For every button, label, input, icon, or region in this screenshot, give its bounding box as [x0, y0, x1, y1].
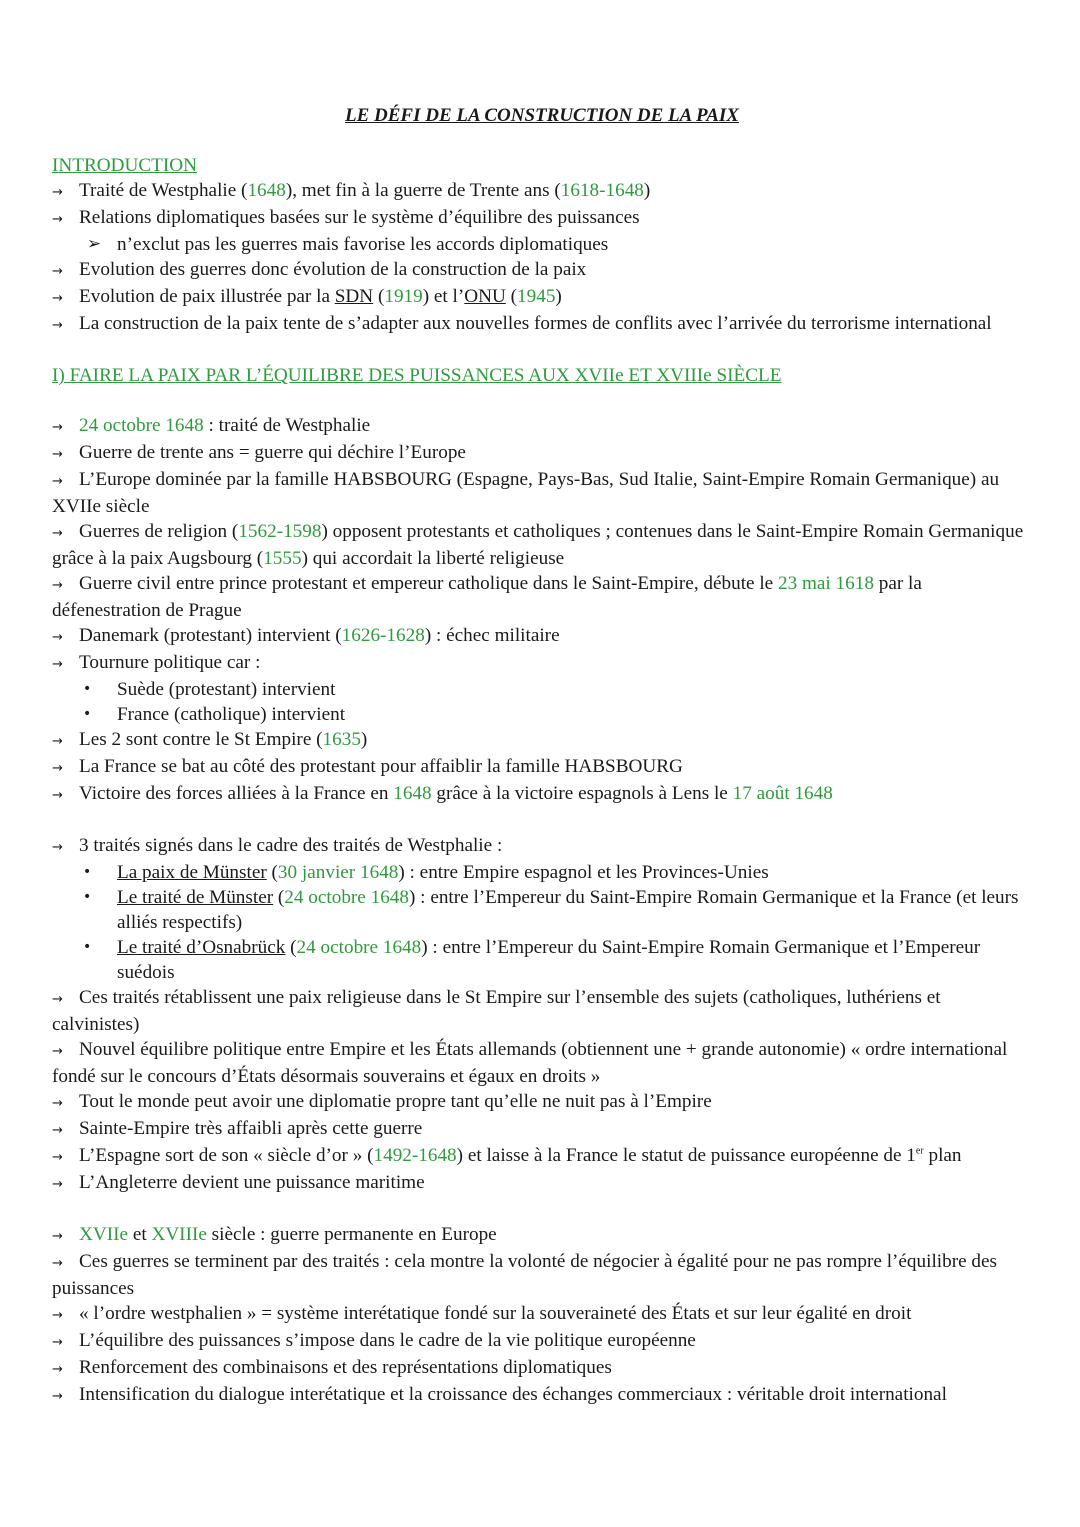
arrow-icon: →	[52, 840, 63, 855]
s1-line: → Guerre de trente ans = guerre qui déchire l’Europe	[52, 440, 1032, 467]
s1-line: → Sainte-Empire très affaibli après cette guerre	[52, 1116, 1032, 1143]
arrow-icon: →	[52, 1044, 63, 1059]
arrow-icon: →	[52, 788, 63, 803]
arrow-icon: →	[52, 630, 63, 645]
bullet-item: • Le traité de Münster (24 octobre 1648) : entre l’Empereur du Saint-Empire Romain Germanique et la France (et leurs alliés respectifs)	[83, 887, 1019, 933]
arrow-icon: →	[52, 212, 63, 227]
s1-line: → La France se bat au côté des protestant pour affaiblir la famille HABSBOURG	[52, 754, 1032, 781]
arrow-icon: →	[52, 734, 63, 749]
bullet-icon: •	[83, 939, 92, 955]
bullet-item: • Suède (protestant) intervient	[83, 679, 336, 700]
arrow-icon: →	[52, 1123, 63, 1138]
arrow-icon: →	[52, 1389, 63, 1404]
s1-line: → L’Angleterre devient une puissance maritime	[52, 1170, 1032, 1197]
s1-line: → XVIIe et XVIIIe siècle : guerre permanente en Europe	[52, 1222, 1032, 1249]
s1-line: → Intensification du dialogue interétatique et la croissance des échanges commerciaux : véritable droit international	[52, 1382, 1032, 1409]
s1-line: → « l’ordre westphalien » = système interétatique fondé sur la souveraineté des États et sur leur égalité en droit	[52, 1301, 1032, 1328]
s1-line: → Guerres de religion (1562-1598) opposent protestants et catholiques ; contenues dans le Saint-Empire Romain Germanique grâce à la paix Augsbourg (1555) qui accordait la liberté religieuse	[52, 521, 1024, 569]
arrow-icon: →	[52, 992, 63, 1007]
intro-sub-item: ➢ n’exclut pas les guerres mais favorise les accords diplomatiques	[87, 234, 609, 255]
bullet-item: • France (catholique) intervient	[83, 704, 346, 725]
arrow-icon: →	[52, 1229, 63, 1244]
section-1-heading: I) FAIRE LA PAIX PAR L’ÉQUILIBRE DES PUISSANCES AUX XVIIe ET XVIIIe SIÈCLE	[52, 365, 782, 386]
arrow-icon: →	[52, 578, 63, 593]
bullet-item: • Le traité d’Osnabrück (24 octobre 1648) : entre l’Empereur du Saint-Empire Romain Germanique et l’Empereur suédois	[83, 937, 981, 983]
s1-line: → Guerre civil entre prince protestant et empereur catholique dans le Saint-Empire, débute le 23 mai 1618 par la défenestration de Prague	[52, 573, 922, 621]
s1-line: → Les 2 sont contre le St Empire (1635)	[52, 727, 1032, 754]
s1-line: → Nouvel équilibre politique entre Empire et les États allemands (obtiennent une + grande autonomie) « ordre international fondé sur le concours d’États désormais souverains et égaux en droits »	[52, 1039, 1008, 1087]
s1-line: → Tout le monde peut avoir une diplomatie propre tant qu’elle ne nuit pas à l’Empire	[52, 1089, 1032, 1116]
s1-line: → Danemark (protestant) intervient (1626-1628) : échec militaire	[52, 623, 1032, 650]
arrow-icon: →	[52, 1150, 63, 1165]
arrow-icon: →	[52, 1335, 63, 1350]
s1-line: → L’Europe dominée par la famille HABSBOURG (Espagne, Pays-Bas, Sud Italie, Saint-Empire Romain Germanique) au XVIIe siècle	[52, 469, 1000, 517]
arrow-icon: →	[52, 474, 63, 489]
arrow-icon: →	[52, 1096, 63, 1111]
s1-line: → Ces guerres se terminent par des traités : cela montre la volonté de négocier à égalité pour ne pas rompre l’équilibre des puissances	[52, 1251, 997, 1299]
arrow-icon: →	[52, 657, 63, 672]
arrowhead-bullet-icon: ➢	[87, 234, 102, 254]
s1-line: → 24 octobre 1648 : traité de Westphalie	[52, 413, 1032, 440]
intro-line-2: → Relations diplomatiques basées sur le système d’équilibre des puissances	[52, 205, 1032, 232]
document-page	[52, 103, 1032, 1409]
arrow-icon: →	[52, 420, 63, 435]
arrow-icon: →	[52, 1362, 63, 1377]
arrow-icon: →	[52, 1256, 63, 1271]
arrow-icon: →	[52, 185, 63, 200]
intro-line-5: → La construction de la paix tente de s’adapter aux nouvelles formes de conflits avec l’arrivée du terrorisme international	[52, 311, 1032, 338]
bullet-icon: •	[83, 706, 92, 722]
arrow-icon: →	[52, 526, 63, 541]
s1-line: → L’équilibre des puissances s’impose dans le cadre de la vie politique européenne	[52, 1328, 1032, 1355]
bullet-icon: •	[83, 681, 92, 697]
s1-line: → Victoire des forces alliées à la France en 1648 grâce à la victoire espagnols à Lens le 17 août 1648	[52, 781, 1032, 808]
s1-line: → Ces traités rétablissent une paix religieuse dans le St Empire sur l’ensemble des sujets (catholiques, luthériens et calvinistes)	[52, 987, 941, 1035]
document-title: LE DÉFI DE LA CONSTRUCTION DE LA PAIX	[345, 105, 739, 126]
s1-line: → Tournure politique car :	[52, 650, 1032, 677]
intro-heading: INTRODUCTION	[52, 155, 197, 176]
s1-line: → 3 traités signés dans le cadre des traités de Westphalie :	[52, 833, 1032, 860]
bullet-icon: •	[83, 889, 92, 905]
s1-line: → Renforcement des combinaisons et des représentations diplomatiques	[52, 1355, 1032, 1382]
intro-line-1: → Traité de Westphalie (1648), met fin à la guerre de Trente ans (1618-1648)	[52, 178, 1032, 205]
intro-line-3: → Evolution des guerres donc évolution de la construction de la paix	[52, 257, 1032, 284]
s1-line: → L’Espagne sort de son « siècle d’or » (1492-1648) et laisse à la France le statut de puissance européenne de 1er plan	[52, 1143, 1032, 1170]
bullet-item: • La paix de Münster (30 janvier 1648) : entre Empire espagnol et les Provinces-Unies	[83, 862, 769, 883]
intro-line-4: → Evolution de paix illustrée par la SDN (1919) et l’ONU (1945)	[52, 284, 1032, 311]
arrow-icon: →	[52, 761, 63, 776]
arrow-icon: →	[52, 447, 63, 462]
bullet-icon: •	[83, 864, 92, 880]
arrow-icon: →	[52, 318, 63, 333]
arrow-icon: →	[52, 291, 63, 306]
arrow-icon: →	[52, 1177, 63, 1192]
arrow-icon: →	[52, 1308, 63, 1323]
arrow-icon: →	[52, 264, 63, 279]
